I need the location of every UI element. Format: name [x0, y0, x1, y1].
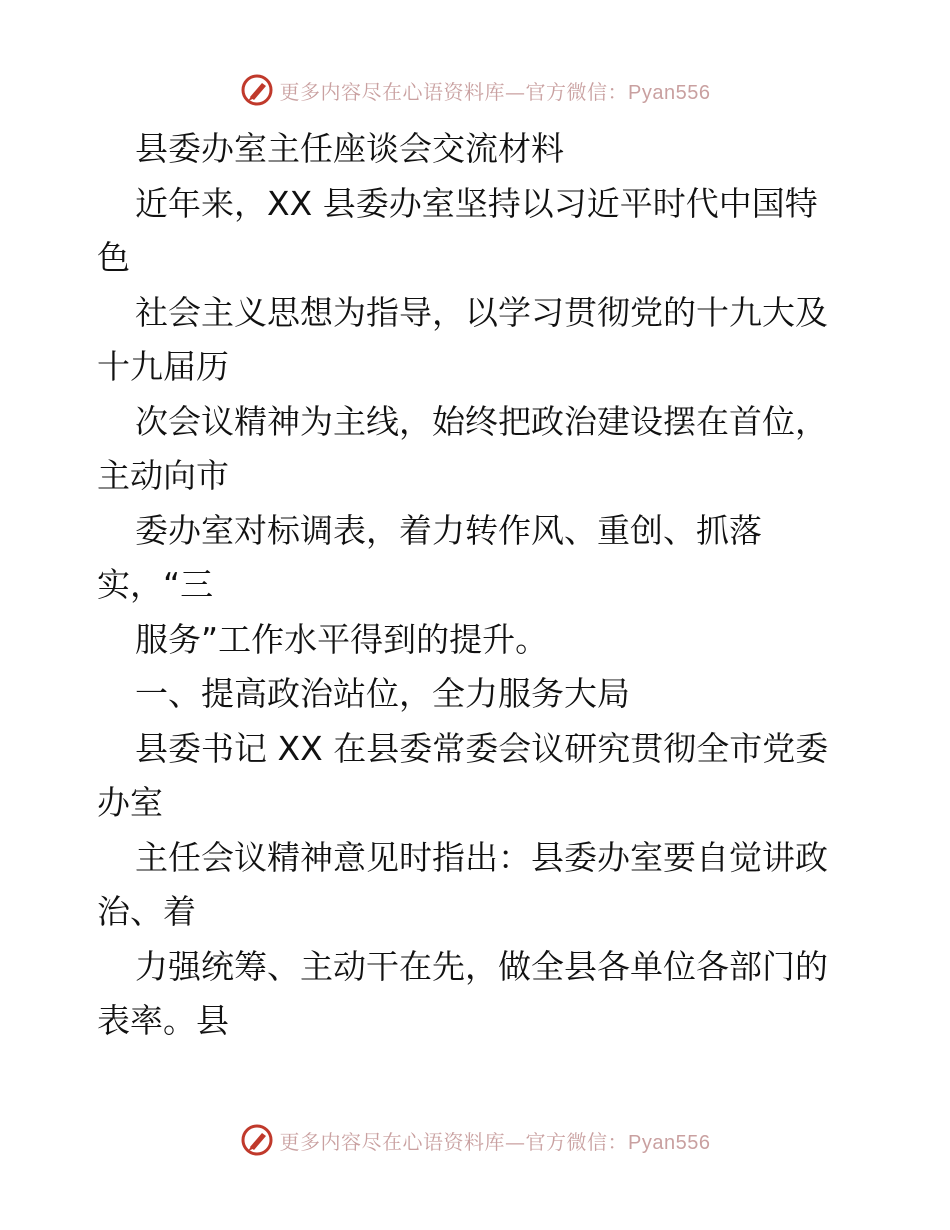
document-body [97, 122, 857, 1049]
text-line: 委办室对标调表，着力转作风、重创、抓落 [135, 510, 762, 550]
header-watermark [0, 70, 950, 110]
text-line: 力强统筹、主动干在先，做全县各单位各部门的 [135, 946, 828, 986]
footer-watermark [0, 1120, 950, 1160]
pen-logo-icon [240, 1123, 274, 1157]
text-line: 主任会议精神意见时指出：县委办室要自觉讲政 [135, 837, 828, 877]
text-line: 社会主义思想为指导，以学习贯彻党的十九大及 [135, 292, 828, 332]
text-line: 县委书记 XX 在县委常委会议研究贯彻全市党委 [135, 728, 829, 768]
footer-wechat-id: Pyan556 [628, 1131, 711, 1154]
footer-banner-label: 更多内容尽在心语资料库—官方微信： [279, 1129, 629, 1154]
header-wechat-id: Pyan556 [628, 81, 711, 104]
text-line: 治、着 [97, 892, 196, 931]
header-banner-label: 更多内容尽在心语资料库—官方微信： [279, 79, 629, 104]
text-line: 色 [97, 238, 130, 277]
text-line: 表率。县 [97, 1001, 229, 1040]
text-line: 次会议精神为主线，始终把政治建设摆在首位， [135, 401, 828, 441]
text-line: 县委办室主任座谈会交流材料 [135, 129, 564, 168]
footer-watermark-text [280, 1126, 711, 1155]
text-line: 实，“三 [97, 565, 214, 604]
text-line: 近年来，XX 县委办室坚持以习近平时代中国特 [135, 183, 818, 223]
text-line: 十九届历 [97, 347, 229, 386]
text-line: 服务”工作水平得到的提升。 [135, 619, 549, 659]
pen-logo-icon [240, 73, 274, 107]
text-line: 主动向市 [97, 456, 229, 495]
header-watermark-text [280, 76, 711, 105]
text-line: 办室 [97, 783, 163, 822]
text-line: 一、提高政治站位，全力服务大局 [135, 674, 630, 713]
